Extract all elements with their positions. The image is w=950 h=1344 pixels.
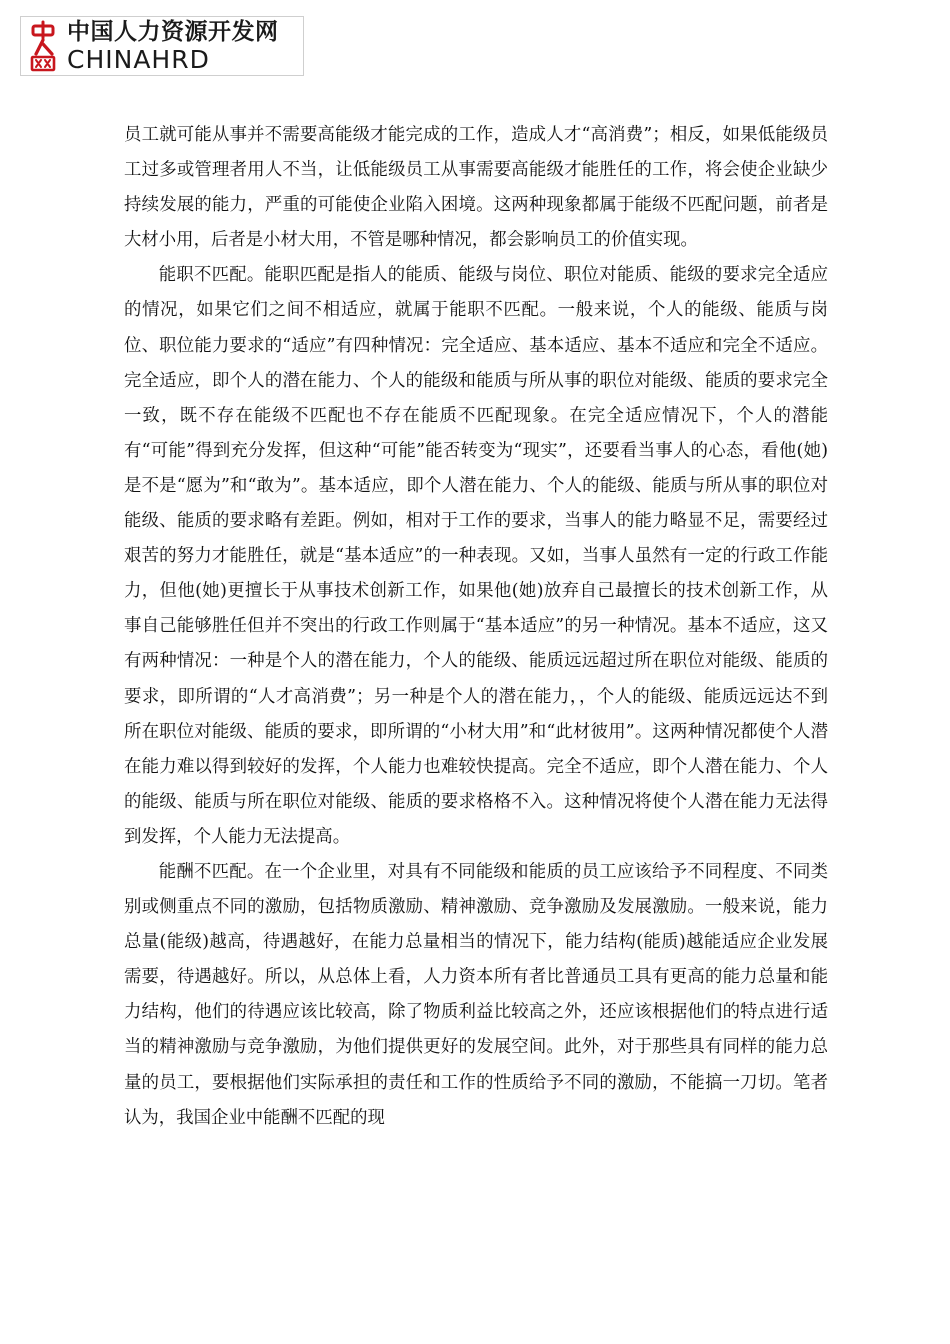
article-body (124, 118, 828, 1136)
paragraph-2: 能职不匹配。能职匹配是指人的能质、能级与岗位、职位对能质、能级的要求完全适应的情况，如果它们之间不相适应，就属于能职不匹配。一般来说，个人的能级、能质与岗位、职位能力要求的“适应”有四种情况：完全适应、基本适应、基本不适应和完全不适应。完全适应，即个人的潜在能力、个人的能级和能质与所从事的职位对能级、能质的要求完全一致，既不存在能级不匹配也不存在能质不匹配现象。在完全适应情况下，个人的潜能有“可能”得到充分发挥，但这种“可能”能否转变为“现实”，还要看当事人的心态，看他(她)是不是“愿为”和“敢为”。基本适应，即个人潜在能力、个人的能级、能质与所从事的职位对能级、能质的要求略有差距。例如，相对于工作的要求，当事人的能力略显不足，需要经过艰苦的努力才能胜任，就是“基本适应”的一种表现。又如，当事人虽然有一定的行政工作能力，但他(她)更擅长于从事技术创新工作，如果他(她)放弃自己最擅长的技术创新工作，从事自己能够胜任但并不突出的行政工作则属于“基本适应”的另一种情况。基本不适应，这又有两种情况：一种是个人的潜在能力，个人的能级、能质远远超过所在职位对能级、能质的要求，即所谓的“人才高消费”；另一种是个人的潜在能力，，个人的能级、能质远远达不到所在职位对能级、能质的要求，即所谓的“小材大用”和“此材彼用”。这两种情况都使个人潜在能力难以得到较好的发挥，个人能力也难较快提高。完全不适应，即个人潜在能力、个人的能级、能质与所在职位对能级、能质的要求格格不入。这种情况将使个人潜在能力无法得到发挥，个人能力无法提高。 (124, 265, 828, 847)
site-logo (20, 16, 304, 76)
paragraph-1: 员工就可能从事并不需要高能级才能完成的工作，造成人才“高消费”；相反，如果低能级员工过多或管理者用人不当，让低能级员工从事需要高能级才能胜任的工作，将会使企业缺少持续发展的能力，严重的可能使企业陷入困境。这两种现象都属于能级不匹配问题，前者是大材小用，后者是小材大用，不管是哪种情况，都会影响员工的价值实现。 (124, 125, 828, 251)
red-seal-logo-icon (25, 20, 61, 72)
logo-text (67, 18, 279, 74)
logo-english-name: CHINAHRD (67, 44, 210, 74)
paragraph-3: 能酬不匹配。在一个企业里，对具有不同能级和能质的员工应该给予不同程度、不同类别或侧重点不同的激励，包括物质激励、精神激励、竞争激励及发展激励。一般来说，能力总量(能级)越高，待遇越好，在能力总量相当的情况下，能力结构(能质)越能适应企业发展需要，待遇越好。所以，从总体上看，人力资本所有者比普通员工具有更高的能力总量和能力结构，他们的待遇应该比较高，除了物质利益比较高之外，还应该根据他们的特点进行适当的精神激励与竞争激励，为他们提供更好的发展空间。此外，对于那些具有同样的能力总量的员工，要根据他们实际承担的责任和工作的性质给予不同的激励，不能搞一刀切。笔者认为，我国企业中能酬不匹配的现 (124, 861, 828, 1128)
logo-chinese-name: 中国人力资源开发网 (67, 18, 279, 45)
